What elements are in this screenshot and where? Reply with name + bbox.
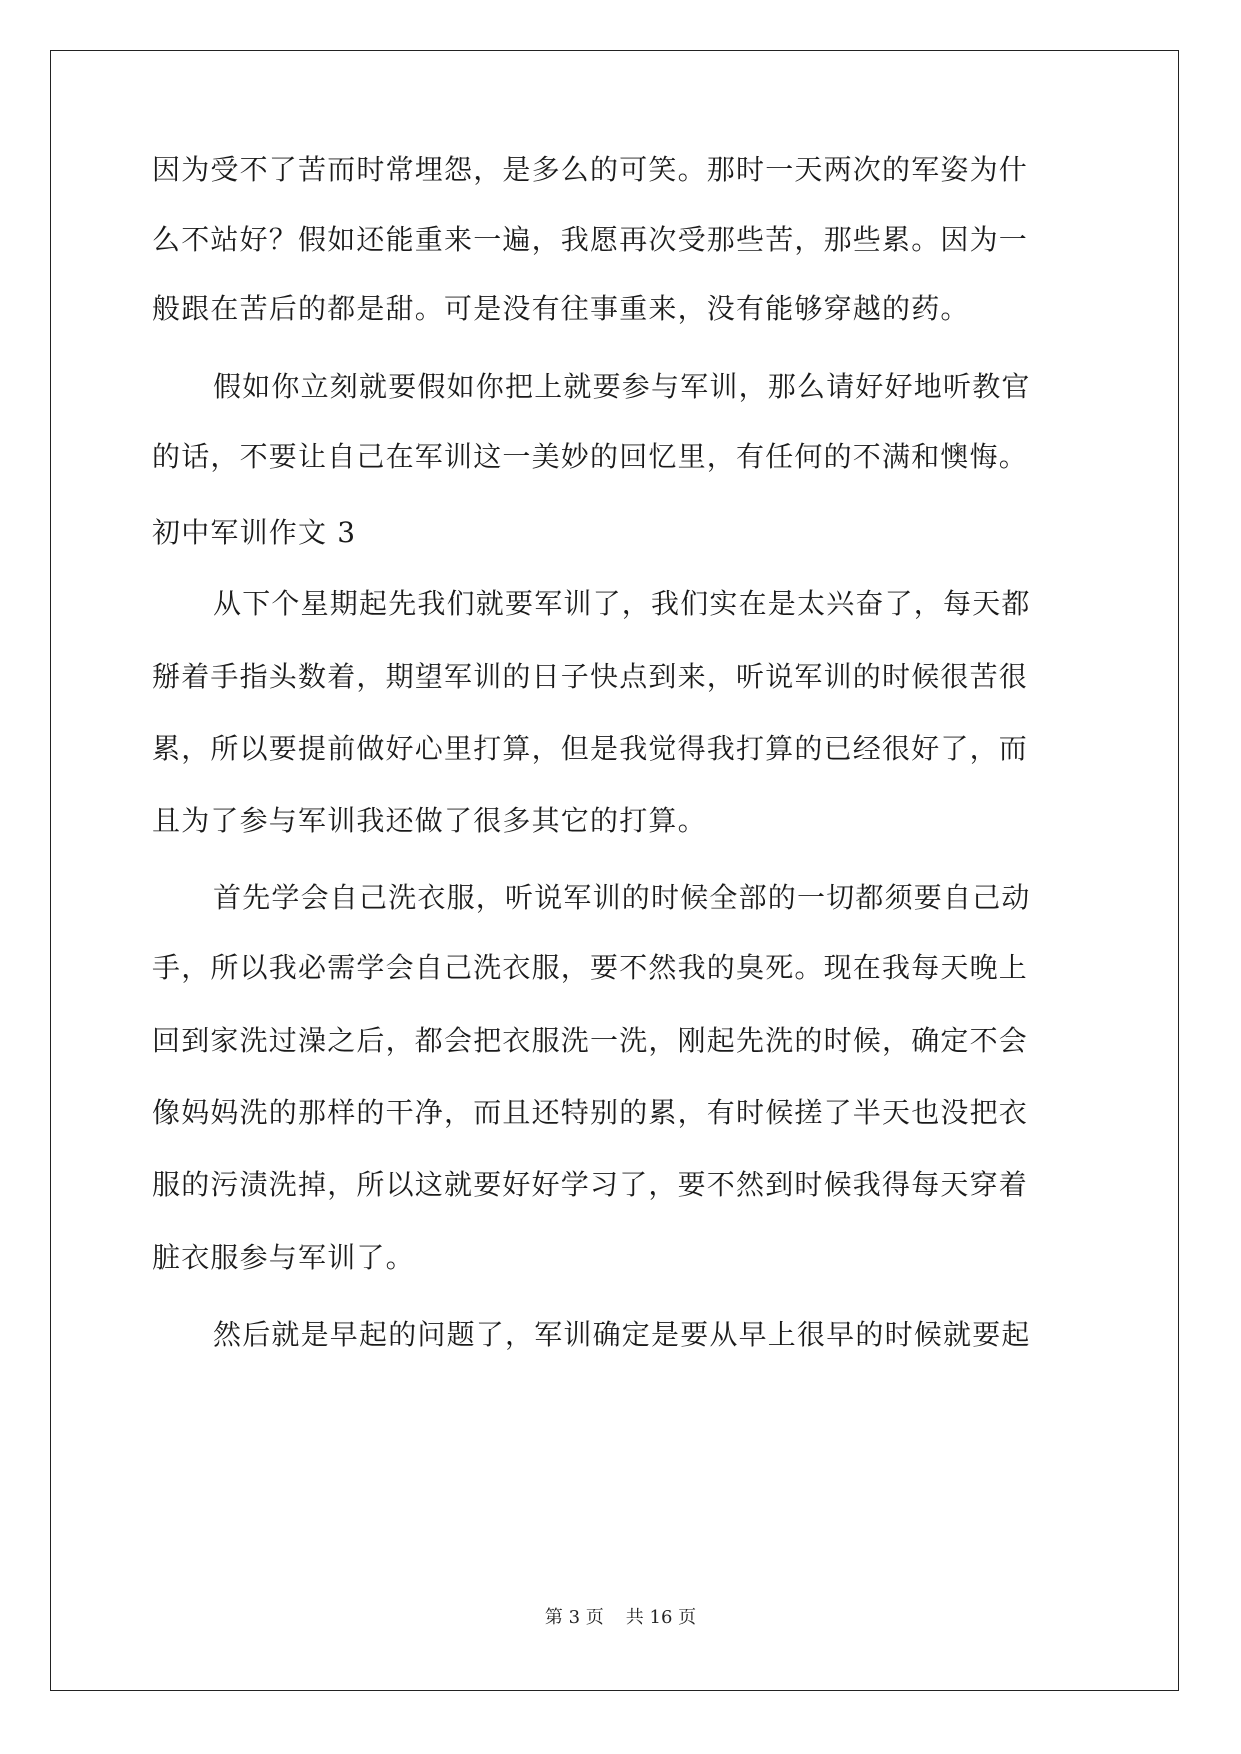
page-total: 共 16 页 [625,1607,697,1628]
page-footer [0,1606,1241,1630]
paragraph-start: 首先学会自己洗衣服，听说军训的时候全部的一切都须要自己动 [213,881,1031,914]
text-line: 脏衣服参与军训了。 [152,1241,415,1274]
paragraph-start: 假如你立刻就要假如你把上就要参与军训，那么请好好地听教官 [213,370,1031,403]
paragraph-start: 从下个星期起先我们就要军训了，我们实在是太兴奋了，每天都 [213,587,1031,620]
text-line: 像妈妈洗的那样的干净，而且还特别的累，有时候搓了半天也没把衣 [152,1096,1029,1129]
text-line: 因为受不了苦而时常埋怨，是多么的可笑。那时一天两次的军姿为什 [152,153,1029,186]
text-line: 般跟在苦后的都是甜。可是没有往事重来，没有能够穿越的药。 [152,292,970,325]
page-number: 第 3 页 [544,1607,604,1628]
text-line: 回到家洗过澡之后，都会把衣服洗一洗，刚起先洗的时候，确定不会 [152,1024,1029,1057]
text-line: 服的污渍洗掉，所以这就要好好学习了，要不然到时候我得每天穿着 [152,1168,1029,1201]
text-line: 累，所以要提前做好心里打算，但是我觉得我打算的已经很好了，而 [152,732,1029,765]
text-line: 且为了参与军训我还做了很多其它的打算。 [152,804,707,837]
text-line: 掰着手指头数着，期望军训的日子快点到来，听说军训的时候很苦很 [152,660,1029,693]
text-line: 的话，不要让自己在军训这一美妙的回忆里，有任何的不满和懊悔。 [152,440,1029,473]
section-heading: 初中军训作文 3 [152,516,357,549]
paragraph-start: 然后就是早起的问题了，军训确定是要从早上很早的时候就要起 [213,1318,1031,1351]
text-line: 手，所以我必需学会自己洗衣服，要不然我的臭死。现在我每天晚上 [152,951,1029,984]
text-line: 么不站好？假如还能重来一遍，我愿再次受那些苦，那些累。因为一 [152,223,1029,256]
